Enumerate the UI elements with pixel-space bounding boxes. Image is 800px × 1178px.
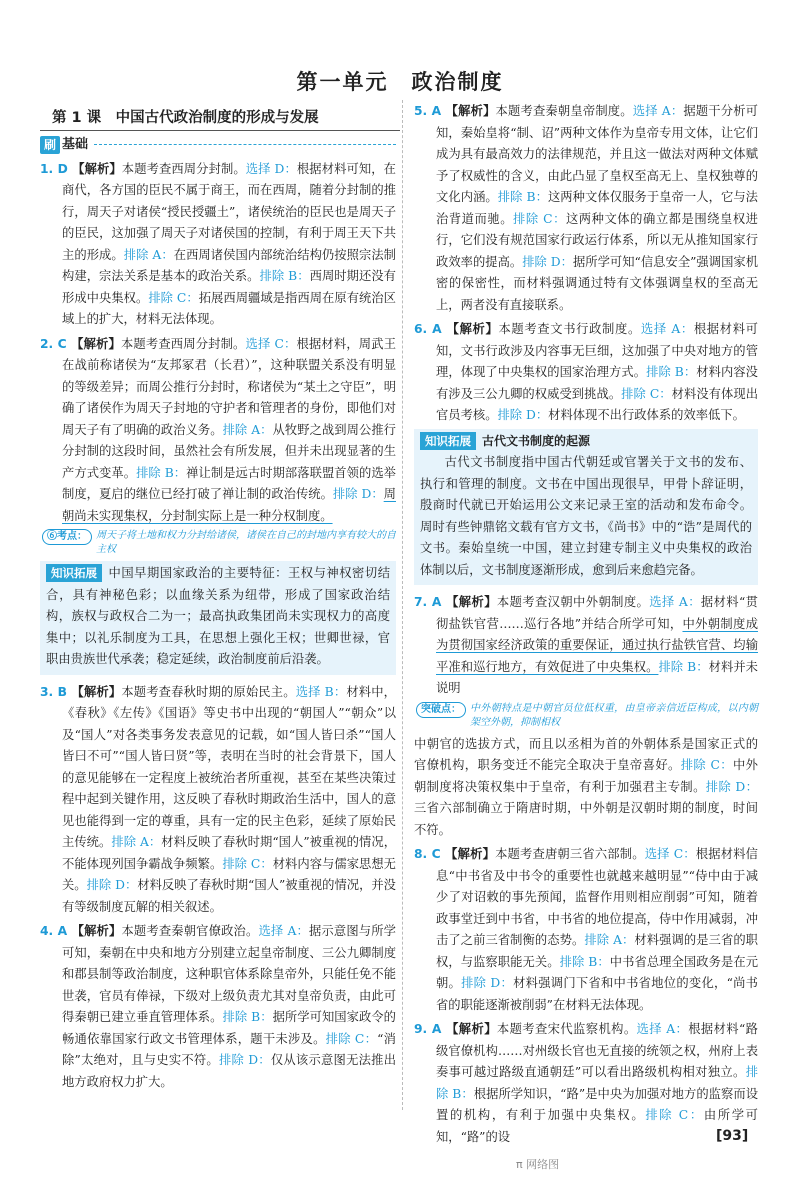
answer-item (414, 318, 758, 427)
answer-text: 本题考查秦朝官僚政治。 (121, 924, 259, 938)
answer-text: 材料内容没有涉及三公九卿的权威受到挑战。 (436, 365, 758, 401)
option-marker: 排除 B： (497, 190, 548, 204)
answer-item (40, 333, 396, 528)
analysis-label: 【解析】 (445, 846, 496, 861)
answer-text: 材料反映了春秋时期“国人”被重视的情况，并没有等级制度瓦解的相关叙述。 (62, 878, 396, 914)
footer-mark: π 网络图 (516, 1158, 560, 1171)
breakthrough-text: 中外朝特点是中朝官员位低权重，由皇帝亲信近臣构成，以内朝架空外朝，抑制相权 (470, 702, 758, 728)
breakthrough-badge: 突破点： (416, 702, 466, 718)
answer-text: 由所学可知，“路”的设 (436, 1108, 758, 1144)
option-marker: 排除 C： (621, 386, 672, 401)
answer-text: 材料强调的是三省的职权，与监察职能无关。 (436, 933, 758, 969)
option-marker: 选择 A： (640, 322, 694, 336)
option-marker: 选择 A： (258, 924, 309, 938)
answer-text: 根据材料“路级官僚机构……对州级长官也无直接的统领之权，州府上表奏事可越过路级直通朝廷”可以看出路级机构相对独立。 (436, 1022, 758, 1079)
answer-group-1 (40, 158, 396, 528)
option-marker: 排除 B： (436, 1065, 758, 1101)
answer-text: 本题考查文书行政制度。 (498, 322, 641, 336)
option-marker: 排除 D： (497, 408, 549, 422)
answer-item (414, 591, 758, 700)
knowledge-text: 古代文书制度指中国古代朝廷或官署关于文书的发布、执行和管理的制度。文书在中国出现很早，甲骨卜辞证明，殷商时代就已开始运用公文来记录王室的活动和发布命令。周时有些钟鼎铭文载有官方文书，《尚书》中的“诰”是周代的文书。秦始皇统一中国，建立封建专制主义中央集权的政治体制以后，文书制度逐渐形成，愈到后来愈趋完备。 (420, 455, 752, 577)
page-number: [93] (716, 1128, 749, 1144)
answer-text: 材料内容与儒家思想无关。 (62, 856, 396, 892)
option-marker: 选择 C： (245, 336, 297, 351)
option-marker: 排除 D： (218, 1053, 271, 1067)
option-marker: 排除 D： (705, 779, 758, 794)
left-column (40, 134, 396, 1095)
section-tag: 刷 (40, 136, 60, 154)
answer-text: 周朝尚未实现集权，分封制实际上是一种分权制度。 (62, 487, 396, 523)
analysis-label: 【解析】 (445, 103, 496, 118)
option-marker: 排除 D： (332, 487, 384, 501)
answer-text: 本题考查西周分封制。 (121, 161, 246, 176)
answer-number: 1. D (40, 161, 73, 176)
answer-text: 这两种文体的确立都是围绕皇权进行，它们没有规范国家行政运行体系，所以无从推知国家行政效率的提高。 (436, 211, 758, 269)
option-marker: 排除 B： (222, 1010, 273, 1024)
option-marker: 排除 D： (522, 254, 573, 269)
option-marker: 排除 C： (222, 856, 273, 871)
answer-text: 中外朝制度成为贯彻国家经济政策的重要保证，通过执行盐铁官营、均输平准和巡行地方，有效促进了中央集权。 (436, 616, 758, 674)
option-marker: 排除 D： (461, 976, 514, 990)
exam-point-note (42, 529, 396, 557)
answer-text: 据所学可知国家政令的畅通依靠国家行政文书管理体系，题干未涉及。 (62, 1010, 396, 1046)
column-divider (402, 100, 403, 1110)
option-marker: 排除 C： (680, 758, 733, 772)
answer-item (414, 100, 758, 316)
answer-text: 根据材料可知，文书行政涉及内容事无巨细，这加强了中央对地方的管理，体现了中央集权的国家治理方式。 (436, 322, 758, 379)
knowledge-tag: 知识拓展 (420, 432, 476, 450)
option-marker: 排除 B： (136, 465, 187, 480)
answer-text: 仅从该示意图无法推出地方政府权力扩大。 (62, 1053, 396, 1089)
answer-text: 据示意图与所学可知，秦朝在中央和地方分别建立起皇帝制度、三公九卿制度和郡县制等政治制度，这种职官体系除皇帝外，只能任免不能世袭，官员有俸禄，下级对上级负责尤其对皇帝负责，由此可得秦朝已建立垂直管理体系。 (62, 924, 396, 1024)
answer-number: 3. B (40, 684, 72, 699)
option-marker: 选择 A： (649, 595, 701, 609)
option-marker: 选择 D： (245, 161, 297, 176)
answer-item (414, 1018, 758, 1148)
knowledge-text: 中国早期国家政治的主要特征：王权与神权密切结合，具有神秘色彩；以血缘关系为纽带，形成了国家政治结构，族权与政权合二为一；最高执政集团尚未实现权力的高度集中；以礼乐制度为工具，在思想上强化王权；世卿世禄，官职由贵族世代承袭；稳定延续，政治制度前后沿袭。 (46, 566, 390, 666)
analysis-label: 【解析】 (71, 683, 122, 699)
answer-text: 材料反映了春秋时期“国人”被重视的情况，不能体现列国争霸战争频繁。 (62, 835, 396, 871)
option-marker: 排除 B： (259, 269, 310, 283)
knowledge-box-2 (414, 429, 758, 586)
option-marker: 选择 A： (632, 104, 684, 118)
knowledge-box-1 (40, 561, 396, 675)
answer-text: 西周时期还没有形成中央集权。 (62, 269, 396, 305)
lesson-title-rule (40, 130, 400, 131)
exam-point-text: 周天子将土地和权力分封给诸侯，诸侯在自己的封地内享有较大的自主权 (96, 530, 396, 555)
answer-text: 这两种文体仅服务于皇帝一人，它与法治背道而驰。 (436, 190, 758, 226)
exam-point-badge: ⑥考点： (42, 529, 92, 545)
option-marker: 排除 A： (584, 933, 635, 947)
answer-text: 本题考查西周分封制。 (120, 336, 246, 351)
answer-text: 据材料“贯彻盐铁官营……巡行各地”并结合所学可知， (436, 595, 758, 631)
analysis-label: 【解析】 (71, 923, 122, 938)
right-column (414, 100, 758, 1150)
answer-item (40, 681, 396, 919)
answer-7-continuation (414, 734, 758, 842)
answer-number: 6. A (414, 322, 447, 336)
section-header-basics (40, 134, 396, 156)
answer-text: 在西周诸侯国内部统治结构仍按照宗法制构建，宗法关系是基本的政治关系。 (62, 247, 396, 283)
option-marker: 排除 C： (645, 1108, 704, 1122)
answer-text: 本题考查唐朝三省六部制。 (495, 847, 645, 861)
answer-item (40, 158, 396, 331)
option-marker: 选择 A： (636, 1022, 689, 1036)
answer-text: 中朝官的选拔方式，而且以丞相为首的外朝体系是国家正式的官僚机构，职务变迁不能完全取决于皇帝喜好。 (414, 736, 758, 772)
answer-text: 材料并未说明 (436, 659, 758, 695)
lesson-title: 第 1 课 中国古代政治制度的形成与发展 (52, 110, 319, 126)
answer-text: 禅让制是远古时期部落联盟首领的选举制度，夏启的继位已经打破了禅让制的政治传统。 (62, 465, 396, 501)
answer-text: 拓展西周疆域是指西周在原有统治区域上的扩大，材料无法体现。 (62, 290, 396, 326)
unit-title: 第一单元 政治制度 (296, 70, 504, 94)
answer-text: 据题干分析可知，秦始皇将“制、诏”两种文体作为皇帝专用文体，让它们成为具有最高效力的法律规范，并且这一做法对两种文体赋予了权威性的含义，由此凸显了皇权至高无上、皇权独尊的文化内涵。 (436, 104, 758, 204)
analysis-label: 【解析】 (446, 594, 497, 609)
answer-text: 根据所学知识，“路”是中央为加强对地方的监察而设置的机构，有利于加强中央集权。 (436, 1086, 759, 1122)
option-marker: 排除 A： (222, 422, 273, 437)
answer-number: 9. A (414, 1022, 447, 1036)
option-marker: 选择 C： (644, 847, 696, 861)
answer-number: 4. A (40, 924, 72, 938)
answer-text: 中外朝制度将决策权集中于皇帝，有利于加强君主专制。 (414, 758, 758, 794)
option-marker: 选择 B： (295, 684, 347, 699)
option-marker: 排除 D： (86, 878, 138, 892)
answer-text: 本题考查春秋时期的原始民主。 (121, 684, 296, 699)
answer-text: 材料强调门下省和中书省地位的变化，“尚书省的职能逐渐被削弱”在材料无法体现。 (436, 976, 758, 1012)
answer-item (414, 843, 758, 1016)
answer-group-2 (40, 681, 396, 1094)
answer-item (40, 920, 396, 1093)
option-marker: 排除 B： (646, 365, 697, 379)
answer-number: 2. C (40, 336, 72, 351)
answer-text: 根据材料可知，在商代，各方国的臣民不属于商王，而在西周，随着分封制的推行，周天子对诸侯“授民授疆土”，诸侯统治的臣民也是周天子的臣民，这加强了周天子对诸侯国的控制，有利于周王天下共主的形成。 (62, 161, 396, 262)
option-marker: 排除 A： (111, 835, 162, 849)
option-marker: 排除 C： (148, 290, 199, 305)
answer-text: 从牧野之战到周公推行分封制的这段时间，虽然社会有所发展，但并未出现显著的生产方式变革。 (62, 422, 396, 480)
answer-text: 据所学可知“信息安全”强调国家机密的保密性，而材料强调通过特有文体强调皇权的至高无上，两者没有直接联系。 (436, 254, 758, 312)
option-marker: 排除 B： (559, 954, 610, 969)
answer-group-4 (414, 591, 758, 700)
answer-text: 材料中，《春秋》《左传》《国语》等史书中出现的“朝国人”“朝众”以及“国人”对各类事务发表意见的记载，如“国人皆曰杀”“国人皆曰不可”“国人皆曰贤”等，表明在当时的社会背景下，国人的意见能够在一定程度上被统治者所重视，甚至在某些决策过程中起到关键作用，这反映了春秋时期政治生活中，国人的意见也能得到一定的尊重，具有一定的民主色彩，延续了原始民主传统。 (62, 684, 396, 849)
answer-text: 材料体现不出行政体系的效率低下。 (548, 408, 745, 422)
answer-number: 8. C (414, 847, 446, 861)
knowledge-title: 古代文书制度的起源 (482, 433, 591, 448)
option-marker: 排除 B： (658, 659, 709, 674)
option-marker: 排除 C： (325, 1031, 378, 1046)
option-marker: 排除 C： (513, 211, 566, 226)
knowledge-tag: 知识拓展 (46, 564, 102, 582)
answer-text: 中书省总理全国政务是在元朝。 (436, 954, 758, 990)
section-label: 基础 (62, 137, 89, 152)
answer-number: 5. A (414, 104, 446, 118)
answer-number: 7. A (414, 595, 447, 609)
answer-text: 三省六部制确立于隋唐时期，中外朝是汉朝时期的制度，时间不符。 (414, 801, 758, 837)
answer-group-3 (414, 100, 758, 427)
answer-text: 本题考查汉朝中外朝制度。 (496, 595, 650, 609)
analysis-label: 【解析】 (446, 321, 499, 336)
answer-text: 本题考查秦朝皇帝制度。 (495, 104, 633, 118)
answer-text: 材料没有体现出官员考核。 (436, 386, 758, 422)
answer-group-5 (414, 843, 758, 1148)
answer-text: “消除”太绝对，且与史实不符。 (62, 1031, 396, 1067)
analysis-label: 【解析】 (446, 1021, 497, 1036)
answer-text: 根据材料，周武王在战前称诸侯为“友邦冢君（长君）”，这种联盟关系没有明显的等级差异；而周公推行分封时，称诸侯为“某土之守臣”，明确了诸侯作为周天子封地的守护者和管理者的身份，即他们对周天子有了明确的政治义务。 (62, 336, 396, 437)
analysis-label: 【解析】 (71, 335, 121, 351)
answer-text: 本题考查宋代监察机构。 (496, 1022, 637, 1036)
section-dashed-line (94, 144, 396, 145)
answer-text: 根据材料信息“中书省及中书令的重要性也就越来越明显”“侍中由于减少了对诏敕的事先预闻，监督作用则相应削弱”可知，随着政事堂迁到中书省，中书省的地位提高，侍中作用减弱，冲击了之前三省制衡的态势。 (436, 847, 758, 947)
breakthrough-note (416, 702, 758, 730)
option-marker: 排除 A： (123, 247, 174, 262)
page-number-value: 93 (722, 1128, 742, 1144)
analysis-label: 【解析】 (72, 160, 122, 176)
